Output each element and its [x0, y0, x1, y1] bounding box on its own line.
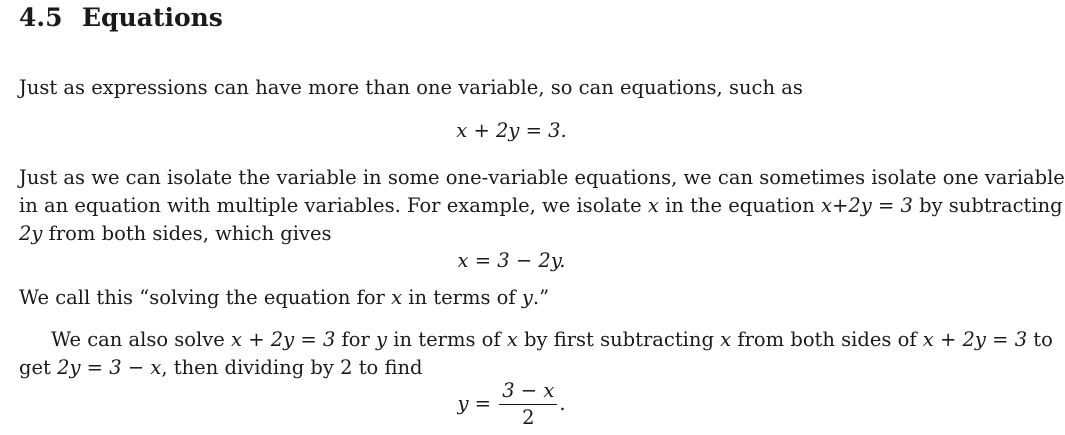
text-run: by first subtracting	[517, 328, 721, 351]
math-var: x	[647, 194, 659, 217]
text-run: , then dividing by 2 to find	[161, 356, 423, 379]
text-run: We call this “solving the equation for	[19, 286, 392, 309]
paragraph-line	[19, 220, 1005, 248]
math-inline: x+2y = 3	[820, 194, 913, 217]
math-var: x	[506, 328, 518, 351]
text-run: in terms of	[387, 328, 507, 351]
text-run: to	[1027, 328, 1053, 351]
math-inline: x + 2y = 3	[231, 328, 336, 351]
paragraph-intro	[19, 74, 1005, 102]
equation-3	[0, 378, 1023, 431]
section-title: Equations	[82, 3, 223, 32]
equation-text: x = 3 − 2y.	[457, 249, 566, 272]
paragraph-isolate	[19, 164, 1065, 248]
paragraph-call	[19, 284, 1005, 312]
fraction-denominator: 2	[522, 406, 535, 429]
paragraph-line	[19, 164, 1065, 192]
text-run: .”	[532, 286, 550, 309]
text-run: from both sides of	[731, 328, 923, 351]
equation-text: x + 2y = 3.	[456, 119, 567, 142]
text-run: in terms of	[402, 286, 522, 309]
text-run: for	[335, 328, 377, 351]
paragraph-text: Just as expressions can have more than one variable, so can equations, such as	[19, 76, 803, 99]
equation-lhs: y =	[457, 392, 491, 415]
section-heading	[19, 3, 223, 32]
section-number: 4.5	[19, 3, 63, 32]
fraction	[499, 378, 557, 431]
math-inline: 2y = 3 − x	[57, 356, 162, 379]
text-run: Just as we can isolate the variable in some one-variable equations, we can sometimes isolate one variable	[19, 166, 1065, 189]
equation-2	[0, 249, 1023, 272]
paragraph-solve-y	[19, 326, 1053, 382]
text-run: from both sides, which gives	[42, 222, 332, 245]
math-var: x	[391, 286, 403, 309]
fraction-numerator: 3 − x	[499, 378, 557, 405]
equation-1	[0, 119, 1023, 142]
text-run: by subtracting	[912, 194, 1063, 217]
math-var: y	[521, 286, 533, 309]
paragraph-line	[19, 326, 1053, 354]
text-run: in an equation with multiple variables. For example, we isolate	[19, 194, 648, 217]
text-run: in the equation	[658, 194, 821, 217]
text-run: We can also solve	[51, 328, 232, 351]
math-var: y	[376, 328, 388, 351]
math-var: x	[720, 328, 732, 351]
paragraph-line	[19, 192, 1063, 220]
math-inline: 2y	[19, 222, 43, 245]
text-run: get	[19, 356, 58, 379]
equation-period: .	[559, 392, 566, 415]
math-inline: x + 2y = 3	[922, 328, 1028, 351]
